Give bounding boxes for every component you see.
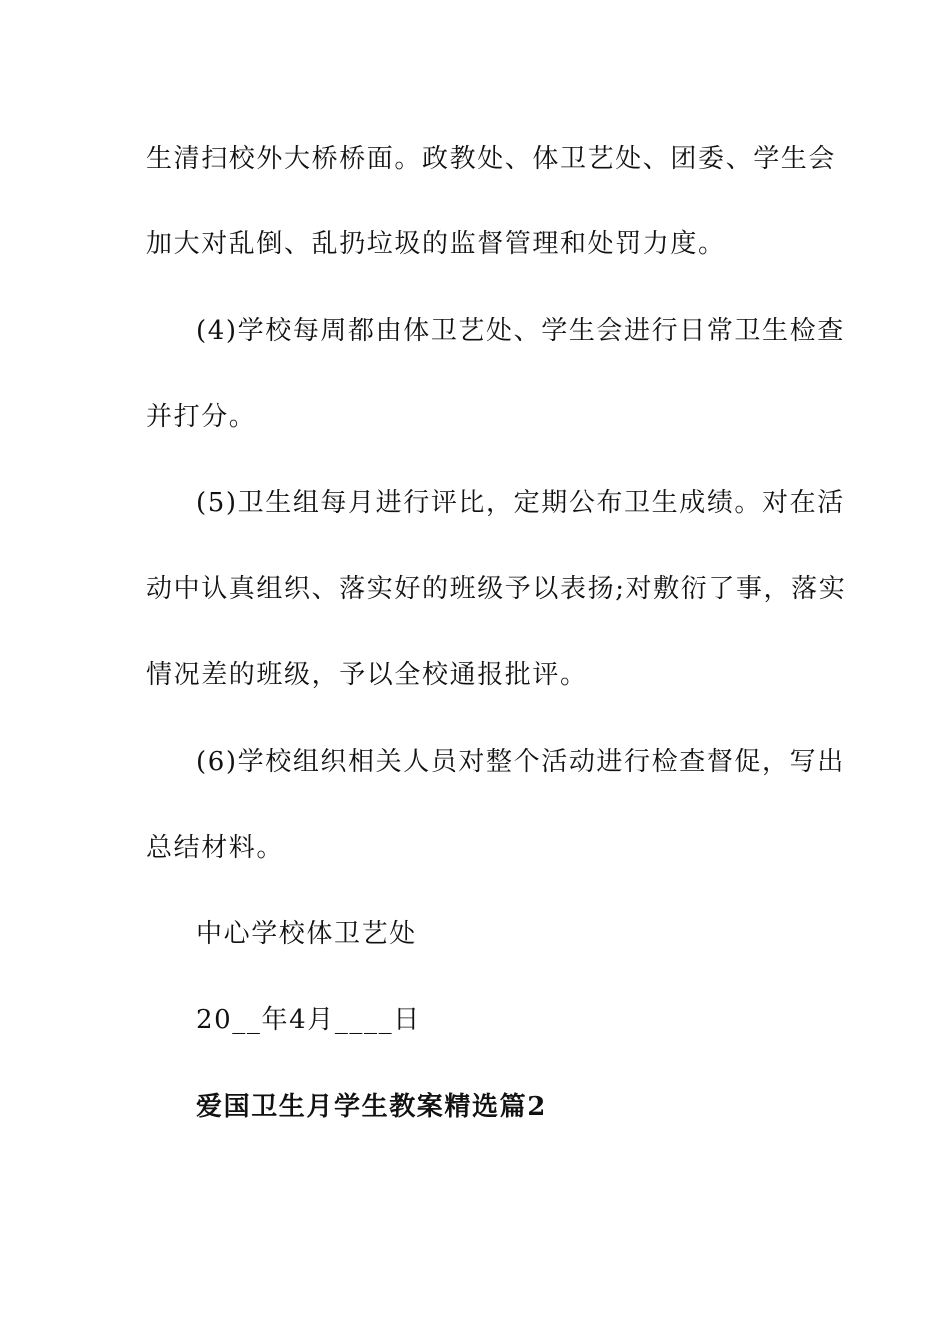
paragraph-line: 加大对乱倒、乱扔垃圾的监督管理和处罚力度。 <box>146 229 726 259</box>
date-line: 20__年4月____日 <box>196 1005 421 1035</box>
section-heading: 爱国卫生月学生教案精选篇2 <box>196 1092 547 1122</box>
paragraph-line: 总结材料。 <box>146 833 285 863</box>
paragraph-line: (4)学校每周都由体卫艺处、学生会进行日常卫生检查 <box>196 316 845 346</box>
signature-line: 中心学校体卫艺处 <box>196 919 417 949</box>
paragraph-line: (6)学校组织相关人员对整个活动进行检查督促，写出 <box>196 747 845 777</box>
paragraph-line: 动中认真组织、落实好的班级予以表扬;对敷衍了事，落实 <box>146 574 847 604</box>
paragraph-line: 生清扫校外大桥桥面。政教处、体卫艺处、团委、学生会 <box>146 144 837 174</box>
paragraph-line: 并打分。 <box>146 402 257 432</box>
paragraph-line: (5)卫生组每月进行评比，定期公布卫生成绩。对在活 <box>196 488 845 518</box>
paragraph-line: 情况差的班级，予以全校通报批评。 <box>146 660 588 690</box>
